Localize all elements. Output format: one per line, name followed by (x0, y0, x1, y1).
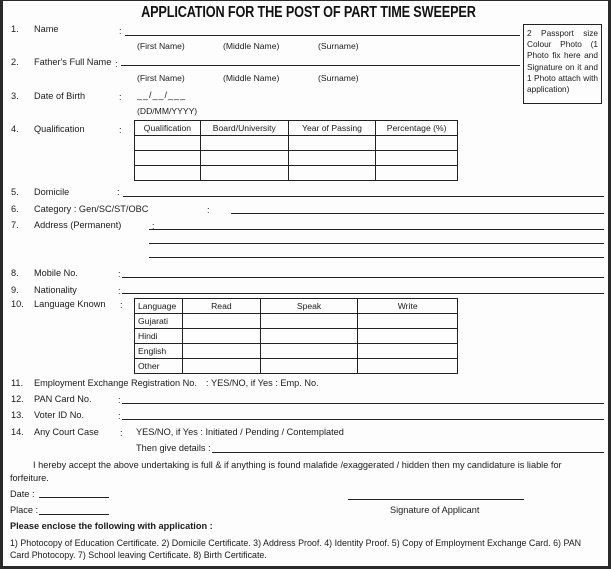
address-input-line-1[interactable] (149, 229, 604, 230)
surname-hint: (Surname) (318, 73, 359, 83)
enclose-heading: Please enclose the following with application : (10, 521, 213, 531)
father-name-input-line[interactable] (121, 65, 520, 66)
table-header: Speak (260, 299, 358, 314)
middle-name-hint: (Middle Name) (223, 73, 280, 83)
language-table (134, 298, 458, 374)
table-cell[interactable] (200, 151, 288, 166)
qualification-table (134, 120, 458, 181)
table-cell[interactable] (358, 329, 458, 344)
colon: : (118, 411, 121, 421)
table-row (135, 329, 458, 344)
table-cell[interactable] (358, 314, 458, 329)
date-format-hint: (DD/MM/YYYY) (137, 106, 198, 116)
table-row (135, 314, 458, 329)
form-title: APPLICATION FOR THE POST OF PART TIME SWEEPER (141, 4, 476, 21)
first-name-hint: (First Name) (137, 41, 185, 51)
language-name: Gujarati (135, 314, 183, 329)
declaration-text: I hereby accept the above undertaking is full & if anything is found malafide /exaggerated / hidden then my candidature is liable for (33, 460, 562, 470)
table-cell[interactable] (358, 359, 458, 374)
table-cell[interactable] (182, 344, 260, 359)
table-cell[interactable] (260, 314, 358, 329)
table-cell[interactable] (288, 151, 376, 166)
table-header: Qualification (135, 121, 201, 136)
field-number: 8. (11, 268, 19, 278)
colon: : (119, 125, 122, 135)
dob-label: Date of Birth (34, 91, 86, 101)
table-header: Percentage (%) (376, 121, 458, 136)
category-input-line[interactable] (231, 213, 604, 214)
nationality-input-line[interactable] (122, 293, 604, 294)
court-details-label: Then give details : (136, 443, 211, 453)
field-number: 11. (11, 378, 24, 388)
table-cell[interactable] (135, 166, 201, 181)
qualification-label: Qualification (34, 124, 85, 134)
table-cell[interactable] (135, 136, 201, 151)
field-number: 14. (11, 427, 24, 437)
language-label: Language Known (34, 299, 106, 309)
signature-label: Signature of Applicant (390, 505, 480, 515)
table-header: Read (182, 299, 260, 314)
table-cell[interactable] (376, 136, 458, 151)
table-cell[interactable] (358, 344, 458, 359)
voter-id-input-line[interactable] (122, 419, 604, 420)
table-cell[interactable] (288, 166, 376, 181)
table-cell[interactable] (182, 314, 260, 329)
field-number: 4. (11, 124, 19, 134)
place-input-line[interactable] (39, 514, 109, 515)
category-label: Category : Gen/SC/ST/OBC (34, 204, 149, 214)
domicile-input-line[interactable] (123, 196, 604, 197)
table-row (135, 344, 458, 359)
colon: : (118, 286, 121, 296)
table-cell[interactable] (200, 136, 288, 151)
field-number: 5. (11, 187, 19, 197)
table-cell[interactable] (182, 359, 260, 374)
domicile-label: Domicile (34, 187, 70, 197)
table-row (135, 136, 458, 151)
date-input-line[interactable] (39, 497, 109, 498)
table-cell[interactable] (200, 166, 288, 181)
voter-id-label: Voter ID No. (34, 410, 85, 420)
colon: : (118, 395, 121, 405)
table-header: Board/University (200, 121, 288, 136)
table-row (135, 166, 458, 181)
field-number: 3. (11, 91, 19, 101)
colon: : (207, 205, 210, 215)
name-input-line[interactable] (125, 35, 520, 36)
enclose-list-cont: Card Photocopy. 7) School leaving Certificate. 8) Birth Certificate. (10, 550, 267, 560)
colon: : (152, 221, 155, 231)
place-label: Place : (10, 505, 39, 515)
court-case-label: Any Court Case (34, 427, 99, 437)
photo-box: 2 Passport size Colour Photo (1 Photo fix here and Signature on it and 1 Photo attach with application) (523, 24, 602, 104)
table-cell[interactable] (376, 166, 458, 181)
table-cell[interactable] (182, 329, 260, 344)
field-number: 12. (11, 394, 24, 404)
field-number: 13. (11, 410, 24, 420)
middle-name-hint: (Middle Name) (223, 41, 280, 51)
language-name: English (135, 344, 183, 359)
table-header: Language (135, 299, 183, 314)
table-cell[interactable] (260, 344, 358, 359)
date-label: Date : (10, 489, 35, 499)
field-number: 10. (11, 299, 24, 309)
field-number: 9. (11, 285, 19, 295)
address-input-line-2[interactable] (149, 243, 604, 244)
colon: : (120, 300, 123, 310)
colon: : (119, 92, 122, 102)
table-header: Write (358, 299, 458, 314)
nationality-label: Nationality (34, 285, 77, 295)
mobile-input-line[interactable] (122, 277, 604, 278)
colon: : (119, 26, 122, 36)
mobile-label: Mobile No. (34, 268, 78, 278)
table-cell[interactable] (260, 359, 358, 374)
table-row (135, 359, 458, 374)
field-number: 1. (11, 24, 19, 34)
court-case-options: YES/NO, if Yes : Initiated / Pending / Contemplated (136, 427, 344, 437)
employment-exchange-text: : YES/NO, if Yes : Emp. No. (206, 378, 319, 388)
table-header: Year of Passing (288, 121, 376, 136)
name-label: Name (34, 24, 59, 34)
colon: : (120, 428, 123, 438)
first-name-hint: (First Name) (137, 73, 185, 83)
table-row (135, 151, 458, 166)
address-input-line-3[interactable] (149, 257, 604, 258)
language-name: Other (135, 359, 183, 374)
field-number: 7. (11, 220, 19, 230)
table-cell[interactable] (135, 151, 201, 166)
father-name-label: Father's Full Name (34, 57, 112, 67)
pan-label: PAN Card No. (34, 394, 92, 404)
enclose-list: 1) Photocopy of Education Certificate. 2) Domicile Certificate. 3) Address Proof. 4) Identity Proof. 5) Copy of Employment Exchange Card. 6) PAN (10, 538, 582, 548)
field-number: 2. (11, 57, 19, 67)
court-details-input-line[interactable] (212, 452, 604, 453)
signature-line[interactable] (348, 499, 524, 500)
declaration-text-cont: forfeiture. (10, 473, 49, 483)
dob-input[interactable]: __/__/___ (137, 90, 187, 100)
colon: : (118, 269, 121, 279)
language-name: Hindi (135, 329, 183, 344)
table-cell[interactable] (376, 151, 458, 166)
table-cell[interactable] (288, 136, 376, 151)
employment-exchange-label: Employment Exchange Registration No. (34, 378, 197, 388)
surname-hint: (Surname) (318, 41, 359, 51)
table-cell[interactable] (260, 329, 358, 344)
colon: : (117, 187, 120, 197)
pan-input-line[interactable] (122, 403, 604, 404)
field-number: 6. (11, 204, 19, 214)
address-label: Address (Permanent) (34, 220, 122, 230)
colon: : (115, 59, 118, 69)
